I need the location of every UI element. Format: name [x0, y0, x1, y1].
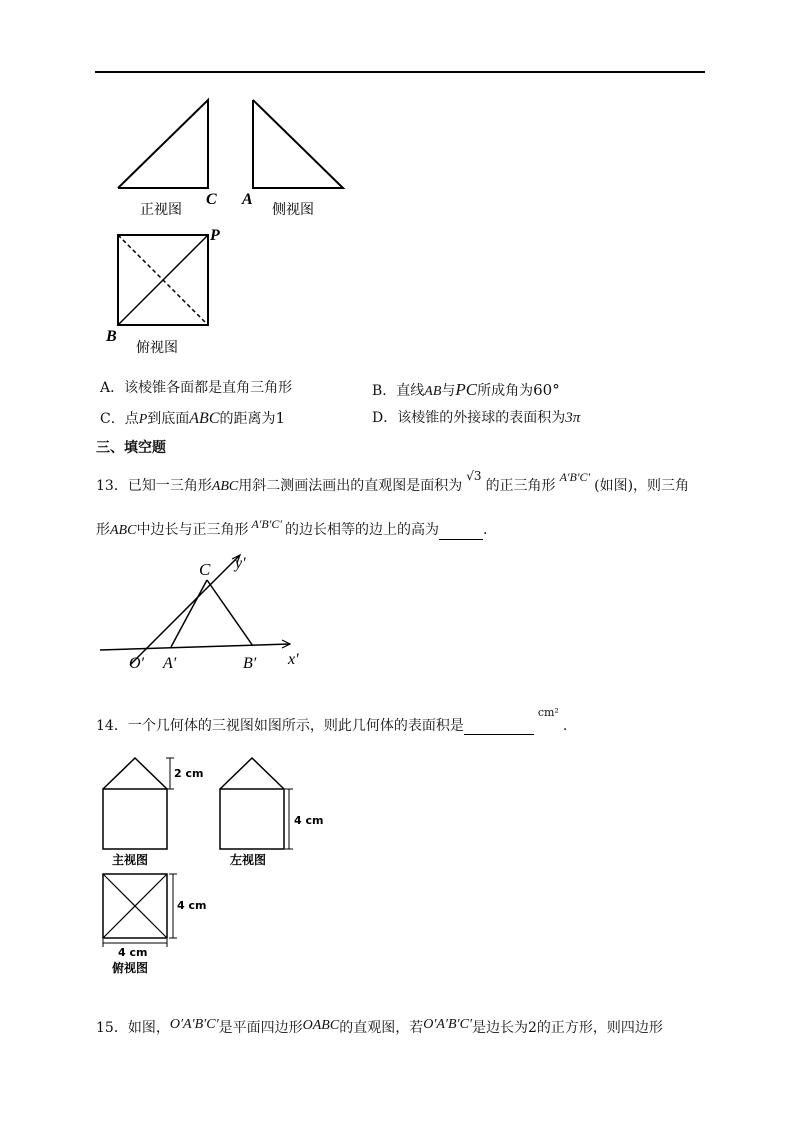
label-p: P: [210, 227, 220, 244]
q15-prefix: 15．如图，: [96, 1020, 170, 1036]
option-c-middle: 到底面: [147, 411, 190, 427]
q13-line1-middle2: 的正三角形: [485, 478, 556, 494]
option-b-prefix: B．直线: [372, 383, 425, 399]
option-c-prefix: C．点: [100, 411, 139, 427]
top-view-caption: 俯视图: [136, 340, 178, 356]
q14-text: 14．一个几何体的三视图如图所示，则此几何体的表面积是: [96, 718, 464, 734]
option-b-pc: PC: [455, 380, 478, 399]
dim-4cm-top-label: 4 cm: [177, 899, 207, 912]
y-prime-axis: [130, 555, 240, 665]
option-b-ab: AB: [424, 384, 442, 399]
q15-middle2: 的直观图，若: [339, 1020, 424, 1036]
side-a-c: [171, 580, 207, 647]
option-b-suffix: 所成角为: [477, 383, 534, 399]
q13-line1-suffix: (如图)，则三角: [594, 478, 690, 494]
q13-abc: ABC: [211, 479, 239, 494]
q13-line2: [96, 517, 488, 540]
option-c-value: 1: [275, 409, 286, 427]
option-b-middle: 与: [441, 383, 456, 399]
dim-4cm-side-label: 4 cm: [294, 814, 324, 827]
dim-4cm-bottom-label: 4 cm: [118, 946, 148, 959]
left-view-roof: [220, 758, 284, 789]
q13-abc-2: ABC: [110, 523, 137, 538]
q13-triangle-prime-2: A′B′C′: [251, 517, 282, 531]
q13-line2-middle: 中边长与正三角形: [136, 522, 249, 538]
q14-three-views-figure: [98, 752, 338, 982]
side-view-caption: 侧视图: [272, 202, 314, 218]
option-d-prefix: D．该棱锥的外接球的表面积为: [372, 410, 566, 426]
front-view-caption: 正视图: [140, 202, 182, 218]
option-b: [372, 380, 560, 401]
q13-triangle-prime: A′B′C′: [559, 470, 591, 484]
q12-three-views-figure: [100, 90, 360, 360]
q15-quad-prime-2: O′A′B′C′: [423, 1017, 473, 1032]
option-c: [100, 409, 285, 429]
q13-label-x: x′: [288, 651, 299, 668]
q14-unit: cm²: [537, 706, 559, 719]
q15-suffix: 是边长为2的正方形，则四边形: [472, 1020, 663, 1036]
side-c-b: [207, 580, 253, 646]
label-c: C: [206, 191, 217, 208]
left-view-caption: 左视图: [230, 853, 267, 867]
front-view-body: [103, 789, 167, 849]
q13-label-a: A′: [163, 655, 177, 672]
section-heading: 三、填空题: [96, 440, 166, 456]
q15-middle: 是平面四边形: [218, 1020, 303, 1036]
header-rule: [95, 71, 705, 73]
left-view-body: [220, 789, 284, 849]
main-view-caption: 主视图: [112, 853, 149, 867]
option-d-value: 3π: [565, 410, 581, 426]
q13-line1-prefix: 13．已知一三角形: [96, 478, 212, 494]
q13-sqrt3: √3: [466, 469, 482, 483]
label-a: A: [242, 191, 253, 208]
q15-oabc: OABC: [302, 1018, 340, 1033]
q13-label-o: O′: [129, 655, 145, 672]
q15-quad-prime: O′A′B′C′: [169, 1017, 219, 1032]
option-a: A．该棱锥各面都是直角三角形: [100, 380, 293, 396]
q13-line2-prefix: 形: [96, 522, 110, 538]
side-view-triangle: [253, 100, 343, 188]
q13-label-y: y′: [235, 555, 246, 572]
q13-line1: [96, 469, 690, 496]
option-c-p: P: [138, 412, 148, 427]
q13-answer-blank: [439, 539, 483, 540]
front-view-roof: [103, 758, 167, 789]
option-c-suffix: 的距离为: [219, 411, 276, 427]
option-c-abc: ABC: [189, 410, 220, 427]
x-prime-axis: [100, 644, 290, 650]
q13-line1-middle: 用斜二测画法画出的直观图是面积为: [238, 478, 463, 494]
q13-label-c: C: [199, 560, 211, 579]
q13-label-b: B′: [243, 655, 257, 672]
q13-end: .: [483, 522, 488, 538]
dim-2cm-label: 2 cm: [174, 767, 204, 780]
option-b-value: 60°: [533, 381, 560, 399]
top-view-caption-14: 俯视图: [112, 961, 149, 975]
q14-answer-blank: [464, 734, 534, 735]
label-b: B: [106, 328, 117, 345]
q13-line2-suffix: 的边长相等的边上的高为: [285, 522, 439, 538]
option-d: [372, 409, 580, 427]
q14-end: .: [562, 718, 568, 734]
q14-line: [96, 706, 568, 735]
q15-line: [96, 1017, 663, 1038]
front-view-triangle: [118, 100, 208, 188]
q13-figure: [95, 550, 325, 680]
